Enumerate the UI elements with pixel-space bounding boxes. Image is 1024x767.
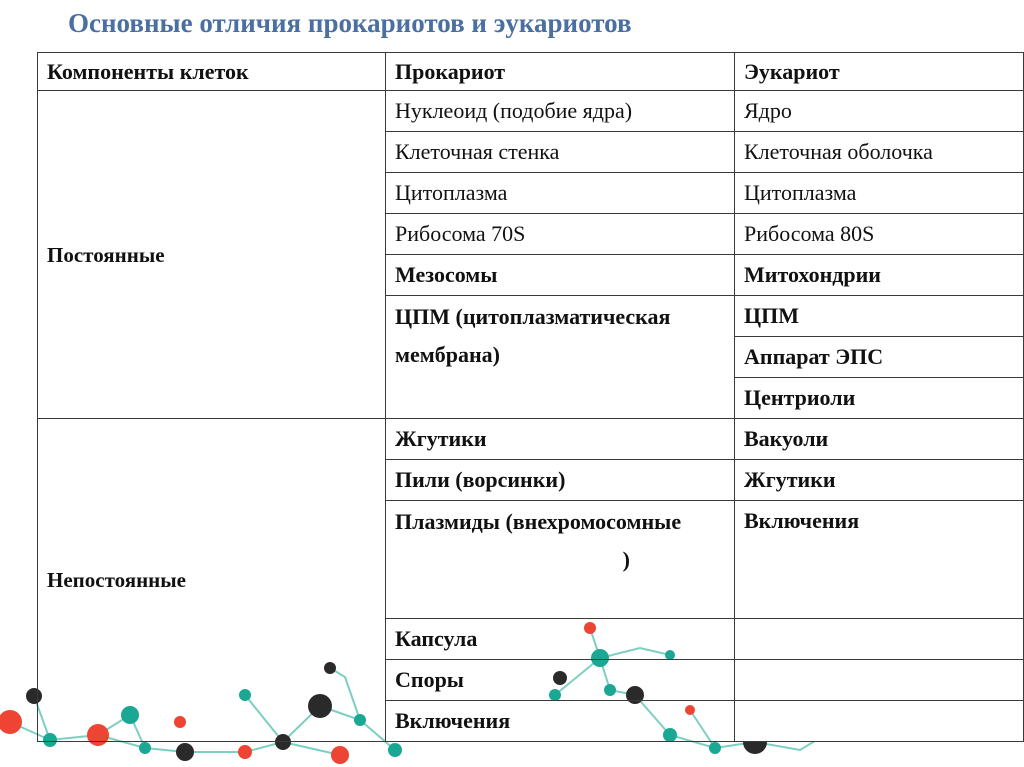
- cell-eukaryote: [735, 619, 1024, 660]
- cell-prokaryote: Жгутики: [386, 419, 735, 460]
- cell-prokaryote: Нуклеоид (подобие ядра): [386, 91, 735, 132]
- cell-prokaryote: Капсула: [386, 619, 735, 660]
- cell-eukaryote: [735, 660, 1024, 701]
- cell-prokaryote: Мезосомы: [386, 255, 735, 296]
- header-prokaryote: Прокариот: [386, 53, 735, 91]
- cell-prokaryote: Включения: [386, 701, 735, 742]
- comparison-table: [37, 52, 1024, 742]
- group-nonpermanent: Непостоянные: [38, 419, 386, 742]
- cell-prokaryote: ЦПМ (цитоплазматическая мембрана): [386, 296, 735, 419]
- header-components: Компоненты клеток: [38, 53, 386, 91]
- cell-eukaryote: Митохондрии: [735, 255, 1024, 296]
- cell-eukaryote: Ядро: [735, 91, 1024, 132]
- cell-prokaryote: Клеточная стенка: [386, 132, 735, 173]
- table-row: [38, 419, 1024, 460]
- header-eukaryote: Эукариот: [735, 53, 1024, 91]
- cell-eukaryote: Жгутики: [735, 460, 1024, 501]
- group-permanent: Постоянные: [38, 91, 386, 419]
- cell-eukaryote: Аппарат ЭПС: [735, 337, 1024, 378]
- cell-eukaryote: Рибосома 80S: [735, 214, 1024, 255]
- cell-eukaryote: Цитоплазма: [735, 173, 1024, 214]
- table-row: [38, 91, 1024, 132]
- cell-eukaryote: Включения: [735, 501, 1024, 619]
- plasmid-paren: ): [622, 547, 630, 572]
- cell-eukaryote: Вакуоли: [735, 419, 1024, 460]
- cell-eukaryote: Центриоли: [735, 378, 1024, 419]
- cell-prokaryote: Цитоплазма: [386, 173, 735, 214]
- cell-eukaryote: ЦПМ: [735, 296, 1024, 337]
- cell-prokaryote: Рибосома 70S: [386, 214, 735, 255]
- table-header-row: [38, 53, 1024, 91]
- cell-prokaryote: Споры: [386, 660, 735, 701]
- cell-eukaryote: [735, 701, 1024, 742]
- plasmid-text: Плазмиды (внехромосомные: [395, 509, 682, 534]
- cell-prokaryote: Пили (ворсинки): [386, 460, 735, 501]
- cell-eukaryote: Клеточная оболочка: [735, 132, 1024, 173]
- cell-prokaryote: [386, 501, 735, 619]
- page-title: Основные отличия прокариотов и эукариотов: [68, 8, 632, 38]
